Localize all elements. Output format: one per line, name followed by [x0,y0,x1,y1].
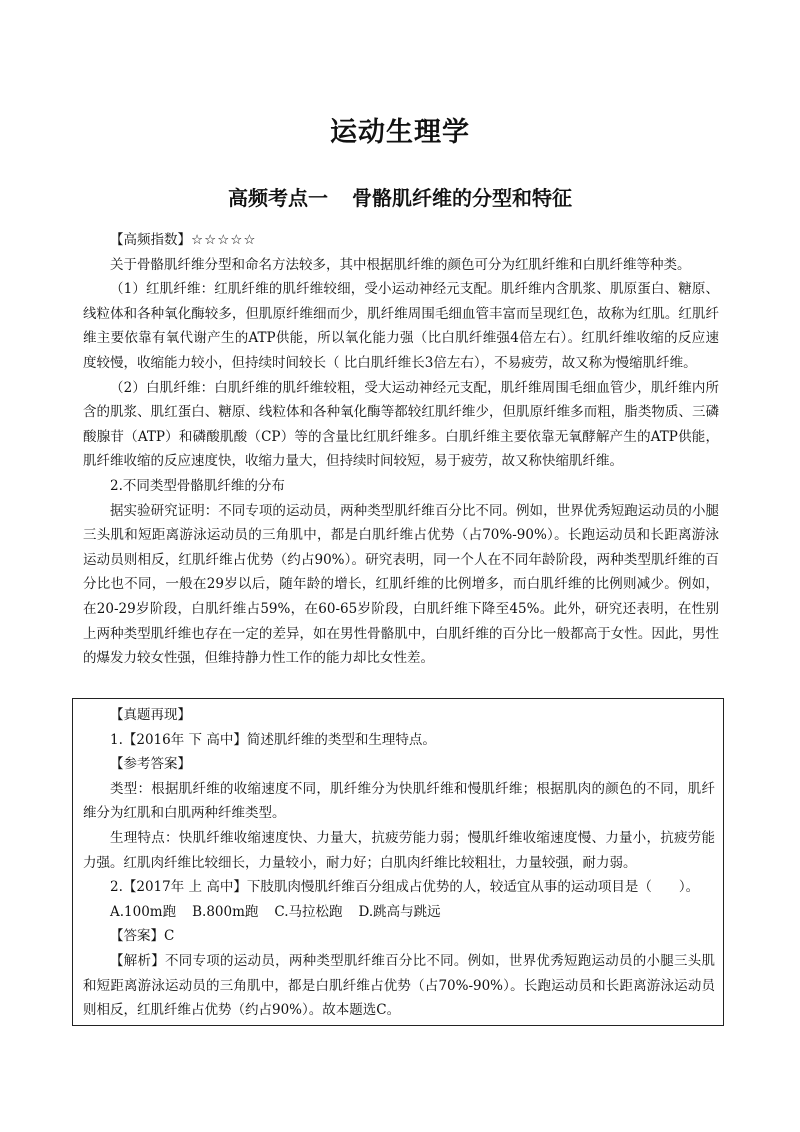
option-a: A.100m跑 [110,903,177,920]
question-1: 1.【2016年 下 高中】简述肌纤维的类型和生理特点。 [110,731,436,748]
reference-answer-label: 【参考答案】 [110,756,191,773]
section-name: 骨骼肌纤维的分型和特征 [352,186,572,210]
option-d: D.跳高与跳远 [358,903,441,920]
question-2: 2.【2017年 上 高中】下肢肌肉慢肌纤维百分组成占优势的人，较适宜从事的运动项目是（ ）。 [110,879,700,896]
answer-traits: 生理特点：快肌纤维收缩速度快、力量大，抗疲劳能力弱；慢肌纤维收缩速度慢、力量小，抗疲劳能力强。红肌肉纤维比较细长，力量较小，耐力好；白肌肉纤维比较粗壮，力量较强，耐力弱。 [83,829,715,871]
frequency-label: 【高频指数】 [110,232,191,248]
analysis-paragraph: 【解析】不同专项的运动员，两种类型肌纤维百分比不同。例如，世界优秀短跑运动员的小腿三头肌和短距离游泳运动员的三角肌中，都是白肌纤维占优势（占70%-90%）。长跑运动员和长距离游泳运动员则相反，红肌纤维占优势（约占90%）。故本题选C。 [83,952,715,1019]
frequency-index [83,228,719,253]
exam-heading: 【真题再现】 [110,707,191,723]
star-rating: ☆☆☆☆☆ [191,232,257,248]
exam-question-box [72,698,724,1026]
section-title [0,182,800,211]
answer-options [83,900,715,925]
document-title: 运动生理学 [330,117,470,148]
body-text [83,228,719,671]
option-b: B.800m跑 [192,903,259,920]
red-fiber-paragraph: （1）红肌纤维：红肌纤维的肌纤维较细，受小运动神经元支配。肌纤维内含肌浆、肌原蛋白、糖原、线粒体和各种氧化酶较多，但肌原纤维细而少，肌纤维周围毛细血管丰富而呈现红色，故称为红肌。红肌纤维主要依靠有氧代谢产生的ATP供能，所以氧化能力强（比白肌纤维强4倍左右）。红肌纤维收缩的反应速度较慢，收缩能力较小，但持续时间较长（ 比白肌纤维长3倍左右），不易疲劳，故又称为慢缩肌纤维。 [83,281,719,371]
white-fiber-paragraph: （2）白肌纤维：白肌纤维的肌纤维较粗，受大运动神经元支配，肌纤维周围毛细血管少，肌纤维内所含的肌浆、肌红蛋白、糖原、线粒体和各种氧化酶等都较红肌纤维少，但肌原纤维多而粗，脂类物质、三磷酸腺苷（ATP）和磷酸肌酸（CP）等的含量比红肌纤维多。白肌纤维主要依靠无氧酵解产生的ATP供能，肌纤维收缩的反应速度快，收缩力量大，但持续时间较短，易于疲劳，故又称快缩肌纤维。 [83,379,719,470]
intro-paragraph: 关于骨骼肌纤维分型和命名方法较多，其中根据肌纤维的颜色可分为红肌纤维和白肌纤维等种类。 [110,256,691,273]
answer-types: 类型：根据肌纤维的收缩速度不同，肌纤维分为快肌纤维和慢肌纤维；根据肌肉的颜色的不同，肌纤维分为红肌和白肌两种纤维类型。 [83,780,715,822]
distribution-paragraph: 据实验研究证明：不同专项的运动员，两种类型肌纤维百分比不同。例如，世界优秀短跑运动员的小腿三头肌和短距离游泳运动员的三角肌中，都是白肌纤维占优势（占70%-90%）。长跑运动员和长距离游泳运动员则相反，红肌纤维占优势（约占90%）。研究表明，同一个人在不同年龄阶段，两种类型肌纤维的百分比也不同，一般在29岁以后，随年龄的增长，红肌纤维的比例增多，而白肌纤维的比例则减少。例如，在20-29岁阶段，白肌纤维占59%，在60-65岁阶段，白肌纤维下降至45%。此外，研究还表明，在性别上两种类型肌纤维也存在一定的差异，如在男性骨骼肌中，白肌纤维的百分比一般都高于女性。因此，男性的爆发力较女性强，但维持静力性工作的能力却比女性差。 [83,502,719,667]
option-c: C.马拉松跑 [274,903,343,920]
distribution-subheading: 2.不同类型骨骼肌纤维的分布 [110,477,285,494]
answer-line: 【答案】C [110,928,175,945]
section-prefix: 高频考点一 [228,186,328,210]
